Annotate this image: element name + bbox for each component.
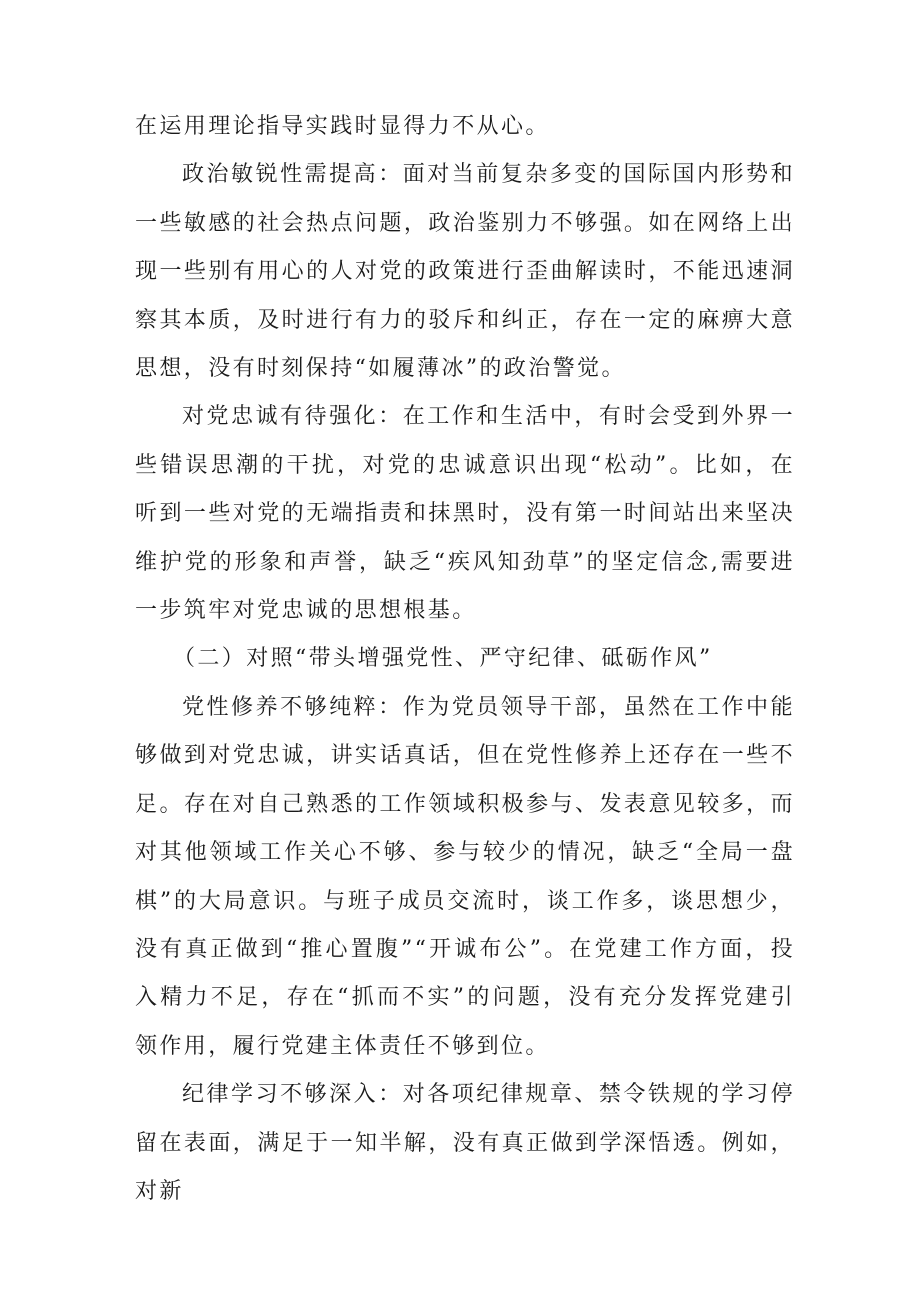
paragraph-party-spirit: 党性修养不够纯粹：作为党员领导干部，虽然在工作中能够做到对党忠诚，讲实话真话，但在党性修养上还存在一些不足。存在对自己熟悉的工作领域积极参与、发表意见较多，而对其他领域工作关心不够、参与较少的情况，缺乏“全局一盘棋”的大局意识。与班子成员交流时，谈工作多，谈思想少，没有真正做到“推心置腹”“开诚布公”。在党建工作方面，投入精力不足，存在“抓而不实”的问题，没有充分发挥党建引领作用，履行党建主体责任不够到位。 <box>135 694 795 1059</box>
paragraph-party-loyalty: 对党忠诚有待强化：在工作和生活中，有时会受到外界一些错误思潮的干扰，对党的忠诚意识出现“松动”。比如，在听到一些对党的无端指责和抹黑时，没有第一时间站出来坚决维护党的形象和声誉，缺乏“疾风知劲草”的坚定信念,需要进一步筑牢对党忠诚的思想根基。 <box>135 404 795 624</box>
paragraph-continuation: 在运用理论指导实践时显得力不从心。 <box>135 114 550 139</box>
paragraph-political-sensitivity: 政治敏锐性需提高：面对当前复杂多变的国际国内形势和一些敏感的社会热点问题，政治鉴别力不够强。如在网络上出现一些别有用心的人对党的政策进行歪曲解读时，不能迅速洞察其本质，及时进行有力的驳斥和纠正，存在一定的麻痹大意思想，没有时刻保持“如履薄冰”的政治警觉。 <box>135 162 795 382</box>
section-heading: （二）对照“带头增强党性、严守纪律、砥砺作风” <box>173 646 713 672</box>
document-body <box>135 103 795 1216</box>
paragraph-discipline-study: 纪律学习不够深入：对各项纪律规章、禁令铁规的学习停留在表面，满足于一知半解，没有真正做到学深悟透。例如，对新 <box>135 1082 795 1204</box>
